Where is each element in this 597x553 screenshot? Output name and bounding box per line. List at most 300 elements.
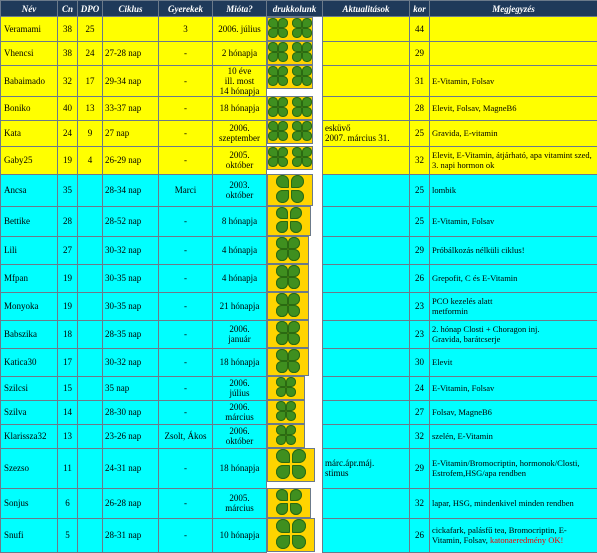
cell-text: 2006.: [229, 402, 249, 412]
cell-akt: [323, 236, 410, 264]
cell-ciklus: [103, 146, 159, 174]
cell-text: -: [184, 407, 187, 417]
cell-text: január: [228, 334, 251, 344]
cell-text: Mfpan: [4, 273, 28, 283]
cell-megj: [430, 96, 597, 120]
cell-megj: [430, 17, 597, 42]
table-row: [1, 400, 597, 424]
clover-cell: [267, 17, 313, 41]
four-leaf-clover-icon: [292, 97, 312, 117]
cell-akt: [323, 65, 410, 96]
cell-text: 30-32 nap: [105, 245, 141, 255]
cell-dpo: [78, 448, 103, 488]
cell-text: 29: [415, 463, 424, 473]
cell-gyerekek: [159, 96, 213, 120]
cell-text: 23-26 nap: [105, 431, 141, 441]
four-leaf-clover-icon: [292, 66, 312, 86]
cell-kor: [410, 206, 430, 236]
cell-miota: [213, 400, 267, 424]
cell-gyerekek: [159, 236, 213, 264]
column-header: drukkolunk: [267, 1, 323, 17]
cell-text: -: [184, 301, 187, 311]
cell-dpo: [78, 65, 103, 96]
cell-gyerekek: [159, 146, 213, 174]
cell-dpo: [78, 174, 103, 206]
cell-text: Katica30: [4, 357, 36, 367]
cell-text: Monyoka: [4, 301, 39, 311]
cell-akt: [323, 146, 410, 174]
cell-nev: [1, 376, 58, 400]
cell-megj: [430, 146, 597, 174]
cell-megj: [430, 206, 597, 236]
clover-cell: [267, 488, 311, 518]
column-header: Ciklus: [103, 1, 159, 17]
cell-miota: [213, 96, 267, 120]
cell-text: Grepofit, C és E-Vitamin: [432, 273, 517, 283]
cell-text: 13: [63, 431, 72, 441]
cell-text: Kata: [4, 128, 21, 138]
table-row: [1, 488, 597, 518]
cell-text: 29: [415, 48, 424, 58]
cell-dpo: [78, 41, 103, 65]
cell-text: 24: [415, 383, 424, 393]
cell-miota: [213, 174, 267, 206]
cell-text: 25: [415, 185, 424, 195]
cell-akt: [323, 174, 410, 206]
cell-text: 19: [63, 273, 72, 283]
cell-cn: [58, 146, 78, 174]
table-row: [1, 17, 597, 42]
cell-text: 32: [415, 498, 424, 508]
cell-text: 2006.: [229, 324, 249, 334]
cell-miota: [213, 41, 267, 65]
clover-cell: [267, 65, 313, 89]
clover-cell: [267, 41, 313, 65]
table-row: [1, 264, 597, 292]
cell-miota: [213, 320, 267, 348]
four-leaf-clover-icon: [276, 349, 300, 373]
cell-text: Elevit: [432, 357, 452, 367]
cell-megj: [430, 264, 597, 292]
cell-text: 2 hónapja: [222, 48, 257, 58]
cell-text: 2. hónap Closti + Choragon inj.: [432, 324, 540, 334]
cell-cn: [58, 41, 78, 65]
table-row: [1, 236, 597, 264]
cell-megj: [430, 236, 597, 264]
cell-text: Marci: [175, 185, 197, 195]
cell-ciklus: [103, 320, 159, 348]
cell-cn: [58, 236, 78, 264]
clover-cell: [267, 146, 313, 170]
cell-text: Szezso: [4, 463, 29, 473]
cell-dpo: [78, 320, 103, 348]
cell-text: 38: [63, 24, 72, 34]
cell-nev: [1, 448, 58, 488]
cell-cn: [58, 292, 78, 320]
cell-text: 2003.: [229, 180, 249, 190]
cell-gyerekek: [159, 320, 213, 348]
cell-text: július: [229, 388, 249, 398]
cell-kor: [410, 174, 430, 206]
cell-nev: [1, 65, 58, 96]
four-leaf-clover-icon: [276, 265, 300, 289]
cell-text: Szilva: [4, 407, 27, 417]
table-body: [1, 17, 597, 553]
cell-miota: [213, 488, 267, 518]
cell-gyerekek: [159, 174, 213, 206]
clover-cell: [267, 400, 305, 424]
cell-text: Klarissza32: [4, 431, 47, 441]
header-row: [1, 1, 597, 17]
cell-text: 30: [415, 357, 424, 367]
column-header: Mióta?: [213, 1, 267, 17]
cell-kor: [410, 17, 430, 42]
cell-dpo: [78, 488, 103, 518]
cell-text: stimus: [325, 468, 349, 478]
cell-cn: [58, 348, 78, 376]
highlight-text: katonaeredmény OK!: [490, 535, 563, 545]
cell-text: 29-34 nap: [105, 76, 141, 86]
cell-text: 3: [183, 24, 188, 34]
cell-nev: [1, 292, 58, 320]
cell-miota: [213, 448, 267, 488]
four-leaf-clover-icon: [268, 147, 288, 167]
column-header: Cn: [58, 1, 78, 17]
cell-text: 26-28 nap: [105, 498, 141, 508]
cell-dpo: [78, 96, 103, 120]
cell-text: 32: [415, 155, 424, 165]
cell-nev: [1, 206, 58, 236]
cell-kor: [410, 376, 430, 400]
cell-nev: [1, 264, 58, 292]
cell-akt: [323, 320, 410, 348]
cell-text: március: [225, 412, 254, 422]
cell-text: 24: [86, 48, 95, 58]
cell-miota: [213, 65, 267, 96]
cell-text: október: [226, 190, 254, 200]
cell-megj: [430, 348, 597, 376]
cell-nev: [1, 146, 58, 174]
cell-kor: [410, 120, 430, 146]
cell-gyerekek: [159, 65, 213, 96]
cell-text: 32: [63, 76, 72, 86]
cell-text: -: [184, 216, 187, 226]
cell-text: 15: [63, 383, 72, 393]
cell-kor: [410, 448, 430, 488]
four-leaf-clover-icon: [276, 207, 302, 233]
clover-cell: [267, 236, 309, 264]
cell-text: 14 hónapja: [220, 86, 260, 96]
cell-akt: [323, 264, 410, 292]
cell-ciklus: [103, 264, 159, 292]
cell-text: 5: [65, 530, 70, 540]
cell-text: 32: [415, 431, 424, 441]
cell-ciklus: [103, 17, 159, 42]
cell-text: 28: [63, 216, 72, 226]
cell-text: Babaimado: [4, 76, 45, 86]
cell-text: esküvő: [325, 123, 351, 133]
cell-miota: [213, 120, 267, 146]
cell-text: -: [184, 245, 187, 255]
cell-text: 40: [63, 103, 72, 113]
cell-megj: [430, 400, 597, 424]
cell-dpo: [78, 348, 103, 376]
cell-text: -: [184, 128, 187, 138]
cell-ciklus: [103, 448, 159, 488]
cell-dpo: [78, 236, 103, 264]
four-leaf-clover-icon: [268, 18, 288, 38]
cell-text: -: [184, 273, 187, 283]
cell-akt: [323, 400, 410, 424]
four-leaf-clover-icon: [268, 97, 288, 117]
cell-ciklus: [103, 65, 159, 96]
cell-text: -: [184, 48, 187, 58]
clover-cell: [267, 424, 305, 448]
cell-cn: [58, 448, 78, 488]
cell-nev: [1, 348, 58, 376]
cell-megj: [430, 65, 597, 96]
cell-text: 2005.: [229, 150, 249, 160]
cell-cn: [58, 320, 78, 348]
cell-nev: [1, 488, 58, 518]
cell-gyerekek: [159, 400, 213, 424]
cell-text: PCO kezelés alatt: [432, 296, 492, 306]
cell-akt: [323, 17, 410, 42]
cell-text: 38: [63, 48, 72, 58]
cell-text: 10 éve: [228, 66, 252, 76]
table-row: [1, 65, 597, 96]
cell-cn: [58, 264, 78, 292]
four-leaf-clover-icon: [276, 175, 304, 203]
cell-text: -: [184, 383, 187, 393]
cell-akt: [323, 424, 410, 448]
cell-text: 2006. július: [218, 24, 261, 34]
clover-cell: [267, 448, 315, 482]
cell-text: 35: [63, 185, 72, 195]
four-leaf-clover-icon: [276, 425, 296, 445]
cell-kor: [410, 488, 430, 518]
cell-text: 28-35 nap: [105, 329, 141, 339]
cell-megj: [430, 320, 597, 348]
cell-kor: [410, 400, 430, 424]
table-row: [1, 206, 597, 236]
cell-text: Elevit, Folsav, MagneB6: [432, 103, 516, 113]
cell-text: Ancsa: [4, 185, 27, 195]
cell-miota: [213, 17, 267, 42]
table-row: [1, 120, 597, 146]
cell-text: 2006.: [229, 426, 249, 436]
cell-text: -: [184, 530, 187, 540]
cell-dpo: [78, 400, 103, 424]
cell-text: 28: [415, 103, 424, 113]
column-header: DPO: [78, 1, 103, 17]
cell-text: 19: [63, 301, 72, 311]
clover-cell: [267, 120, 313, 144]
cell-dpo: [78, 264, 103, 292]
cell-text: 27 nap: [105, 128, 129, 138]
cell-nev: [1, 120, 58, 146]
cell-text: -: [184, 76, 187, 86]
cell-text: 29: [415, 245, 424, 255]
cell-text: 6: [65, 498, 70, 508]
cell-text: -: [184, 329, 187, 339]
cell-megj: [430, 41, 597, 65]
cell-megj: [430, 292, 597, 320]
cell-text: 30-35 nap: [105, 273, 141, 283]
cell-text: cickafark, palásfű tea, Bromocriptin, E-Vitamin, Folsav,: [432, 525, 567, 545]
column-header: Megjegyzés: [430, 1, 597, 17]
cell-kor: [410, 264, 430, 292]
cell-text: 33-37 nap: [105, 103, 141, 113]
cell-text: E-Vitamin/Bromocriptin, hormonok/Closti, Estrofem,HSG/apa rendben: [432, 458, 580, 478]
cell-dpo: [78, 292, 103, 320]
cell-text: 27: [415, 407, 424, 417]
cell-text: 18: [63, 329, 72, 339]
cell-nev: [1, 236, 58, 264]
cell-text: 17: [86, 76, 95, 86]
cell-text: Babszika: [4, 329, 37, 339]
cell-text: 25: [86, 24, 95, 34]
cell-cn: [58, 376, 78, 400]
cell-text: 8 hónapja: [222, 216, 257, 226]
clover-cell: [267, 206, 311, 236]
cell-text: 2006.: [229, 123, 249, 133]
four-leaf-clover-icon: [268, 121, 288, 141]
cell-text: metformin: [432, 306, 468, 316]
cell-akt: [323, 41, 410, 65]
cell-text: 26-29 nap: [105, 155, 141, 165]
cell-text: 17: [63, 357, 72, 367]
cell-miota: [213, 206, 267, 236]
cell-cn: [58, 206, 78, 236]
cell-text: 4 hónapja: [222, 245, 257, 255]
cell-text: Folsav, MagneB6: [432, 407, 492, 417]
cell-text: 10 hónapja: [220, 530, 260, 540]
cell-ciklus: [103, 236, 159, 264]
cell-text: Snufi: [4, 530, 24, 540]
cell-text: Bettike: [4, 216, 30, 226]
cell-text: 25: [415, 128, 424, 138]
cell-text: -: [184, 155, 187, 165]
cell-text: Gravida, barátcserje: [432, 334, 500, 344]
cell-text: Elevit, E-Vitamin, átjárható, apa vitamint szed, 3. napi hormon ok: [432, 150, 592, 170]
cell-megj: [430, 174, 597, 206]
cell-nev: [1, 320, 58, 348]
clover-cell: [267, 174, 313, 206]
cell-kor: [410, 424, 430, 448]
cell-gyerekek: [159, 448, 213, 488]
cell-text: lapar, HSG, mindenkivel minden rendben: [432, 498, 574, 508]
cell-ciklus: [103, 206, 159, 236]
cell-text: 18 hónapja: [220, 463, 260, 473]
cell-text: E-Vitamin, Folsav: [432, 216, 494, 226]
table-row: [1, 146, 597, 174]
cell-miota: [213, 292, 267, 320]
cell-text: E-Vitamin, Folsav: [432, 383, 494, 393]
cell-text: Zsolt, Ákos: [164, 431, 206, 441]
cell-nev: [1, 17, 58, 42]
column-header: Gyerekek: [159, 1, 213, 17]
cell-text: 18 hónapja: [220, 357, 260, 367]
cell-cn: [58, 424, 78, 448]
cell-text: 26: [415, 530, 424, 540]
cell-text: 28-30 nap: [105, 407, 141, 417]
cell-kor: [410, 146, 430, 174]
four-leaf-clover-icon: [292, 121, 312, 141]
cell-dpo: [78, 120, 103, 146]
cell-text: március: [225, 503, 254, 513]
cell-akt: [323, 96, 410, 120]
cell-miota: [213, 264, 267, 292]
four-leaf-clover-icon: [276, 321, 300, 345]
cell-text: -: [184, 463, 187, 473]
column-header: Aktualitások: [323, 1, 410, 17]
cell-text: 21 hónapja: [220, 301, 260, 311]
four-leaf-clover-icon: [276, 449, 306, 479]
cell-dpo: [78, 206, 103, 236]
cell-ciklus: [103, 174, 159, 206]
cell-akt: [323, 448, 410, 488]
cell-ciklus: [103, 348, 159, 376]
cell-text: -: [184, 498, 187, 508]
cell-kor: [410, 236, 430, 264]
cell-text: Boniko: [4, 103, 31, 113]
cell-gyerekek: [159, 41, 213, 65]
cell-text: 35 nap: [105, 383, 129, 393]
cell-text: 2006.: [229, 378, 249, 388]
clover-cell: [267, 96, 313, 120]
cell-megj: [430, 488, 597, 518]
cell-cn: [58, 488, 78, 518]
cell-text: 25: [415, 216, 424, 226]
four-leaf-clover-icon: [292, 147, 312, 167]
cell-text: Lili: [4, 245, 17, 255]
four-leaf-clover-icon: [292, 18, 312, 38]
cell-text: Sonjus: [4, 498, 29, 508]
cell-gyerekek: [159, 348, 213, 376]
cell-gyerekek: [159, 206, 213, 236]
column-header: Név: [1, 1, 58, 17]
cell-text: ill. most: [225, 76, 255, 86]
cell-text: 14: [63, 407, 72, 417]
cell-text: márc.ápr.máj.: [325, 458, 374, 468]
cell-text: 30-32 nap: [105, 357, 141, 367]
clover-cell: [267, 376, 305, 400]
cell-text: 13: [86, 103, 95, 113]
cell-ciklus: [103, 376, 159, 400]
four-leaf-clover-icon: [276, 489, 302, 515]
cell-text: 2005.: [229, 493, 249, 503]
cell-nev: [1, 174, 58, 206]
cell-akt: [323, 488, 410, 518]
cell-text: szelén, E-Vitamin: [432, 431, 493, 441]
cell-gyerekek: [159, 292, 213, 320]
cell-ciklus: [103, 488, 159, 518]
cell-dpo: [78, 17, 103, 42]
cell-text: 11: [63, 463, 72, 473]
cell-gyerekek: [159, 488, 213, 518]
cell-miota: [213, 424, 267, 448]
cell-kor: [410, 348, 430, 376]
cell-cn: [58, 120, 78, 146]
clover-cell: [267, 292, 309, 320]
cell-text: 4 hónapja: [222, 273, 257, 283]
cell-text: 4: [88, 155, 93, 165]
cell-gyerekek: [159, 376, 213, 400]
cell-gyerekek: [159, 120, 213, 146]
table-row: [1, 41, 597, 65]
cell-text: Veramami: [4, 24, 41, 34]
